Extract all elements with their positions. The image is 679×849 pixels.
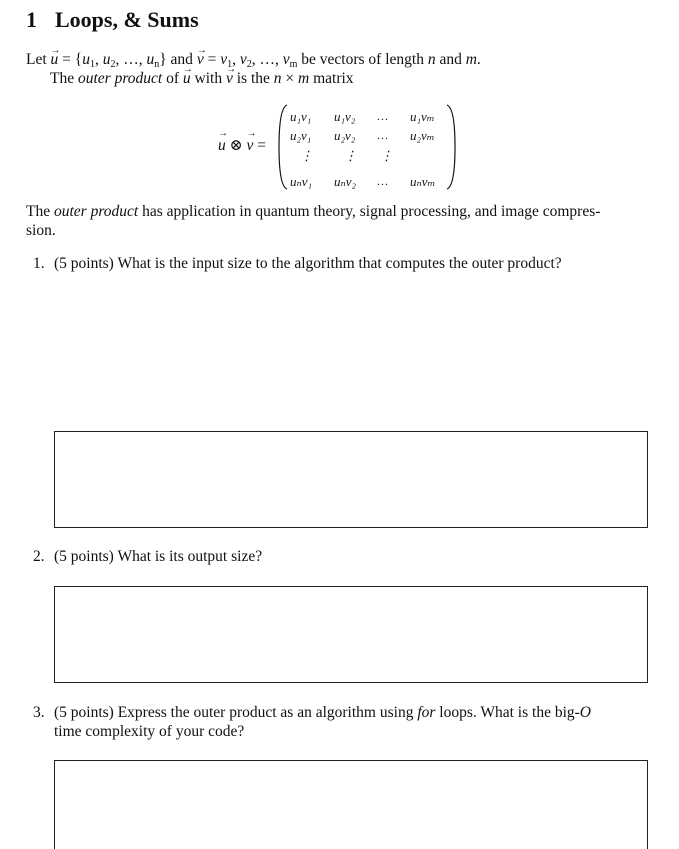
app-post: has application in quantum theory, signal processing, and image compres- [138,203,601,220]
app-line-2: sion. [26,222,56,239]
question-3-text-post: loops. What is the big- [435,704,580,721]
matrix-cell: uₙv₁ [290,174,313,189]
lhs-u-vector: → u [218,137,226,155]
var-n: n [427,51,436,68]
section-heading [26,7,199,33]
v1-sub: 1 [227,59,233,70]
question-3-big-o: O [579,704,591,721]
question-3-for-term: for [417,704,436,721]
question-1 [33,254,562,273]
intro-eq-open: = { [58,51,83,68]
matrix-cell: u₂v₁ [290,128,312,143]
v1: v [220,51,228,68]
sep-3: , [138,51,147,68]
intro-period: . [476,51,481,68]
u2: u [102,51,111,68]
sep-2: , [115,51,124,68]
u2-sub: 2 [110,59,116,70]
sep-4: , [232,51,240,68]
matrix-hdots: ... [377,109,389,123]
v-vector: → v [197,50,204,69]
vm-sub: m [289,59,298,70]
intro-and: and [166,51,197,68]
matrix-cell: uₙvₘ [410,174,436,189]
app-outer-product-term: outer product [53,203,139,220]
intro-line-1 [26,50,481,69]
question-3-number: 3. [33,704,45,721]
matrix-cell: u₁v₂ [334,109,356,124]
lhs-v-vector: → v [247,137,254,155]
v2: v [239,51,247,68]
matrix-vdots: ⋮ [344,148,357,163]
var-n-2: n [273,70,282,87]
outer-product-term: outer product [77,70,163,87]
matrix-cell: u₁vₘ [410,109,435,124]
intro2-the: The [50,70,78,87]
otimes-sign: ⊗ [225,137,247,154]
intro-eq: = [203,51,221,68]
question-3 [33,703,591,741]
matrix-vdots: ⋮ [300,148,313,163]
sep-6: , [274,51,283,68]
matrix-cell: u₁v₁ [290,109,312,124]
intro2-of: of [162,70,183,87]
var-m: m [465,51,477,68]
intro2-matrix: matrix [309,70,354,87]
matrix-cell: u₂vₘ [410,128,435,143]
question-1-text: (5 points) What is the input size to the algorithm that computes the outer product? [54,255,562,272]
intro-tail: be vectors of length [297,51,428,68]
u-vector: → u [51,50,59,69]
u-vector-2: → u [183,69,191,88]
ellipsis-1: … [123,51,139,68]
answer-box-3[interactable] [54,760,648,849]
right-paren [445,104,457,190]
section-title: Loops, & Sums [55,7,199,32]
u1-sub: 1 [89,59,95,70]
matrix-cell: u₂v₂ [334,128,356,143]
question-2-text: (5 points) What is its output size? [54,548,263,565]
matrix-vdots: ⋮ [380,148,393,163]
left-paren [277,104,289,190]
question-1-number: 1. [33,255,45,272]
matrix-lhs [218,136,266,155]
var-m-2: m [298,70,310,87]
vm: v [282,51,290,68]
intro-and-2: and [435,51,466,68]
v-vector-2: → v [226,69,233,88]
section-number: 1 [26,7,37,32]
intro2-is-the: is the [232,70,274,87]
lhs-equals: = [253,137,267,154]
sep-1: , [94,51,103,68]
times-sign: × [281,70,299,87]
ellipsis-2: … [259,51,275,68]
intro-let: Let [26,51,47,68]
matrix-cell: uₙv₂ [334,174,357,189]
matrix-hdots: ... [377,128,389,142]
close-brace: } [159,51,167,68]
application-line-1 [26,202,600,221]
sep-5: , [251,51,260,68]
answer-box-1[interactable] [54,431,648,528]
intro2-with: with [190,70,226,87]
un-sub: n [154,59,160,70]
u1: u [82,51,90,68]
question-3-text-pre: (5 points) Express the outer product as an algorithm using [54,704,418,721]
application-line-2 [26,221,56,240]
v2-sub: 2 [246,59,252,70]
un: u [146,51,155,68]
question-2 [33,547,262,566]
intro-line-2 [50,69,354,88]
matrix-hdots: ... [377,174,389,188]
answer-box-2[interactable] [54,586,648,683]
question-2-number: 2. [33,548,45,565]
app-pre: The [26,203,54,220]
question-3-line-2: time complexity of your code? [54,723,245,740]
